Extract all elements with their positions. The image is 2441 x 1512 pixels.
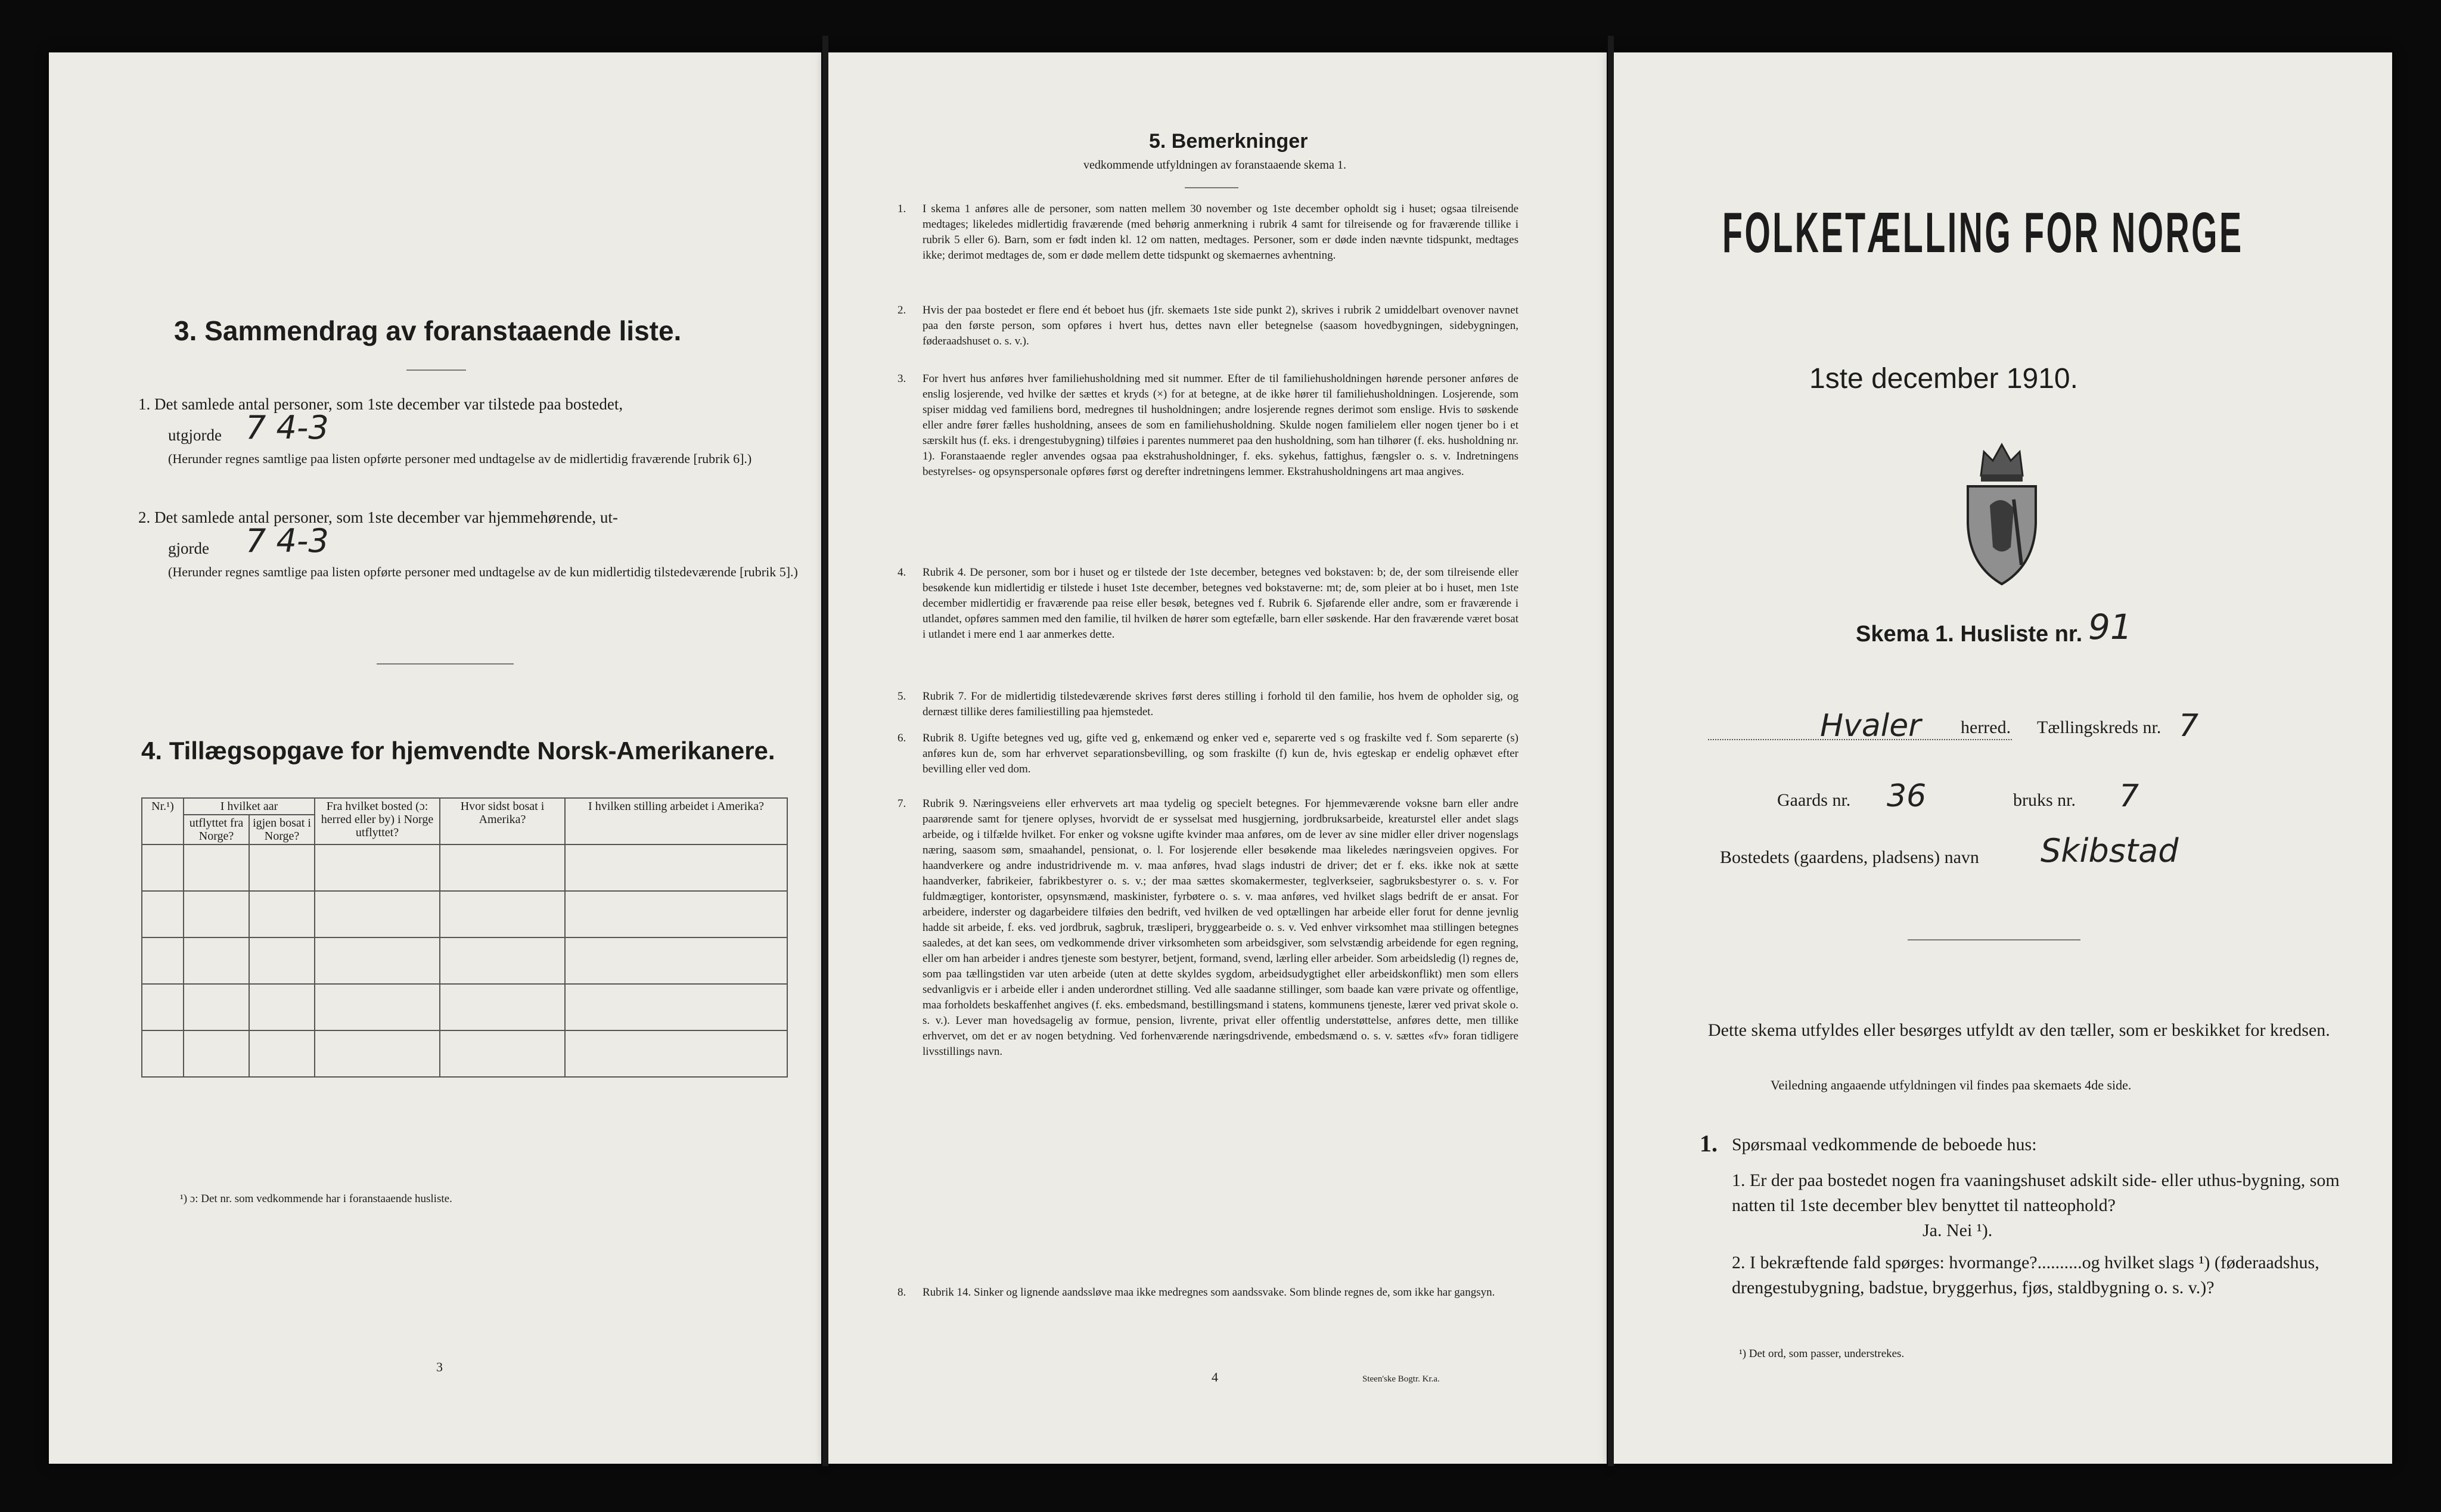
schema-label: Skema 1. Husliste nr. [1856, 622, 2083, 647]
divider [1185, 187, 1238, 188]
remark-2: 2. Hvis der paa bostedet er flere end ét beboet hus (jfr. skemaets 1ste side punkt 2), skrives i rubrik 2 umiddelbart ovenover navnet paa den første person, som opføres i hvert hus, dettes navn eller betegnelse (saasom hovedbygningen, sidebygningen, føderaadshuset o. s. v.). [897, 304, 1518, 347]
item-1-value: 7 4-3 [246, 409, 329, 446]
remark-3: 3. For hvert hus anføres hver familiehusholdning med sit nummer. Efter de til familiehusholdningen hørende personer anføres de enslig losjerende, ved hvilke der sættes et kryds (×) for at betegne, at de ikke hører til familiehusholdningen. Losjerende, som spiser middag ved familiens bord, medregnes til husholdningen; andre losjerende regnes derimot som enslige. Hvis to søskende eller andre fører fælles husholdning, ansees de som en familiehusholdning. Skulde nogen familielem eller nogen tjener bo i et særskilt hus (f. eks. i drengestubygning) tilføies i parentes nummeret paa den husholdning, som han tilhører (f. eks. husholdning nr. 1). Foranstaaende regler anvendes ogsaa paa ekstrahusholdninger, f. eks. sykehus, fattighus, fængsler o. s. v. Indretningens bestyrelses- og opsynspersonale opføres først og derefter indretningens lemmer. Ekstrahusholdningens art maa angives. [897, 372, 1518, 478]
section-5-title: 5. Bemerkninger [1149, 130, 1308, 153]
husliste-number: 91 [2088, 607, 2132, 647]
item-1-note: (Herunder regnes samtlige paa listen opførte personer med undtagelse av de midlertidig fraværende [rubrik 6].) [168, 451, 752, 466]
q-heading: Spørsmaal vedkommende de beboede hus: [1732, 1135, 2037, 1154]
question-1: 1. Er der paa bostedet nogen fra vaaningshuset adskilt side- eller uthus-bygning, som natten til 1ste december blev benyttet til natteophold? [1732, 1171, 2340, 1215]
section-3-title: 3. Sammendrag av foranstaaende liste. [174, 315, 682, 346]
coat-of-arms-icon [1957, 434, 2046, 589]
gaards-value: 36 [1887, 778, 1927, 814]
gaards-label: Gaards nr. [1777, 790, 1851, 810]
bosted-label: Bostedets (gaardens, pladsens) navn [1720, 847, 1979, 867]
col-year-group: I hvilket aar [184, 798, 315, 815]
page-number: 3 [436, 1359, 443, 1374]
herred-label: herred. [1961, 718, 2011, 737]
remark-1: 1. I skema 1 anføres alle de personer, som natten mellem 30 november og 1ste december opholdt sig i huset; ogsaa tilreisende medtages; likeledes midlertidig fraværende (med behørig anmerkning i rubrik 4 samt for tilreisende og for fraværende tillike i rubrik 5 eller 6). Barn, som er født inden kl. 12 om natten, medtages. Personer, som er døde inden nævnte tidspunkt, medtages ikke; derimot medtages de, som er døde mellem dette tidspunkt og skemaernes avhentning. [897, 203, 1518, 262]
item-2-text: 2. Det samlede antal personer, som 1ste december var hjemmehørende, ut- [138, 508, 618, 526]
form-date: 1ste december 1910. [1809, 363, 2078, 395]
table-row [142, 845, 787, 891]
bosted-value: Skibstad [2041, 832, 2179, 870]
remark-8: 8. Rubrik 14. Sinker og lignende aandssløve maa ikke medregnes som aandssvake. Som blinde regnes de, som ikke har gangsyn. [897, 1286, 1495, 1299]
bruks-label: bruks nr. [2013, 790, 2076, 810]
bruks-value: 7 [2119, 778, 2139, 814]
page-3-summary [49, 52, 821, 1464]
section-5-subtitle: vedkommende utfyldningen av foranstaaende skema 1. [1083, 159, 1346, 172]
page-1-cover [1613, 52, 2392, 1464]
divider [1908, 939, 2080, 940]
page-gutter [822, 36, 828, 1466]
table-footnote: ¹) ɔ: Det nr. som vedkommende har i foranstaaende husliste. [180, 1193, 452, 1205]
remark-4: 4. Rubrik 4. De personer, som bor i huset og er tilstede der 1ste december, betegnes ved bokstaven: b; de, der som tilreisende eller besøkende kun midlertidig er tilstede i huset 1ste december, betegnes ved bokstaverne: mt; de, som pleier at bo i huset, men 1ste december midlertidig er fraværende paa reise eller besøk, betegnes ved f. Rubrik 6. Sjøfarende eller andre, som er fraværende i utlandet, opføres sammen med den familie, til hvilken de hører som egtefælle, barn eller søskende. Har den fraværende været bosat i utlandet i mere end 1 aar anmerkes dette. [897, 566, 1518, 641]
section-4-title: 4. Tillægsopgave for hjemvendte Norsk-Amerikanere. [141, 737, 775, 765]
kreds-label: Tællingskreds nr. [2037, 718, 2162, 737]
page-number: 4 [1212, 1370, 1218, 1384]
remark-7: 7. Rubrik 9. Næringsveiens eller erhvervets art maa tydelig og specielt betegnes. For hjemmeværende voksne barn eller andre paarørende samt for tjenere oplyses, hvorvidt de er sysselsat med husgjerning, jordbruksarbeide, kreaturstel eller andet slags arbeide, og i tilfælde hvilket. For enker og voksne ugifte kvinder maa anføres, om de lever av sine midler eller driver nogenslags næring, saasom søm, smaahandel, pensionat, o. l. For losjerende eller besøkende maa likeledes næringsveien opgives. For haandverkere og andre industridrivende m. v. maa anføres, hvad slags industri de driver; det er f. eks. ikke nok at sætte haandverker, fabrikeier, fabrikbestyrer o. s. v.; der maa sættes skomakermester, teglverkseier, sagbruksbestyrer o. s. v. For fuldmægtiger, kontorister, opsynsmænd, maskinister, fyrbøtere o. s. v. maa anføres, ved hvilket slags bedrift de er ansat. For arbeidere, inderster og dagarbeidere tilføies den bedrift, ved hvilken de ved optællingen har arbeide eller forut for denne jevnlig hadde sit arbeide, f. eks. ved jordbruk, sagbruk, træsliperi, bryggearbeide o. s. v. Ved enhver virksomhet maa stillingen betegnes saaledes, at det kan sees, om vedkommende driver virksomheten som arbeidsgiver, som selvstændig arbeidende for egen regning, eller om han arbeider i andres tjeneste som bestyrer, betjent, formand, svend, lærling eller arbeider. Som arbeidsledig (l) regnes de, som paa tællingstiden var uten arbeide (uten at dette skyldes sygdom, arbeidsudygtighet eller arbeidskonflikt) men som ellers sedvanligvis er i arbeide eller i anden underordnet stilling. Ved alle saadanne stillinger, som baade kan være private og offentlige, maa forholdets beskaffenhet angives (f. eks. embedsmand, bestillingsmand i statens, kommunens tjeneste, lærer ved privat skole o. s. v.). Lever man hovedsagelig av formue, pension, livrente, privat eller offentlig understøttelse, anføres dette, men tillike erhvervet, om det er av nogen betydning. Ved forhenværende næringsdrivende, embedsmænd o. s. v. sættes «fv» foran tidligere livsstillings navn. [897, 797, 1518, 1058]
printer-mark: Steen'ske Bogtr. Kr.a. [1362, 1374, 1440, 1384]
remark-6: 6. Rubrik 8. Ugifte betegnes ved ug, gifte ved g, enkemænd og enker ved e, separerte ved s og fraskilte ved f. Som separerte (s) anføres kun de, som har erhvervet separationsbevilling, og som fraskilte (f) kun de, hvis egteskap er endelig ophævet efter bevilling eller ved dom. [897, 732, 1518, 775]
col-bosat: igjen bosat i Norge? [249, 815, 315, 845]
col-utflyttet: utflyttet fra Norge? [184, 815, 249, 845]
item-1-label: utgjorde [168, 426, 222, 444]
item-1-text: 1. Det samlede antal personer, som 1ste december var tilstede paa bostedet, [138, 395, 623, 413]
q-heading-number: 1. [1700, 1130, 1718, 1157]
table-row [142, 1030, 787, 1077]
table-row [142, 891, 787, 937]
col-stilling: I hvilken stilling arbeidet i Amerika? [565, 798, 787, 845]
remark-5: 5. Rubrik 7. For de midlertidig tilstedeværende skrives først deres stilling i forhold til den familie, hos hvem de opholder sig, og dernæst tillike deres familiestilling paa hjemstedet. [897, 690, 1518, 718]
col-nr: Nr.¹) [142, 798, 184, 845]
question-1-answer: Ja. Nei ¹). [1923, 1221, 1993, 1240]
herred-value: Hvaler [1820, 708, 1921, 744]
page-4-remarks [827, 52, 1607, 1464]
footnote: ¹) Det ord, som passer, understrekes. [1739, 1348, 1905, 1360]
norsk-amerikanere-table [141, 797, 788, 1078]
divider [377, 663, 514, 665]
item-2-note: (Herunder regnes samtlige paa listen opførte personer med undtagelse av de kun midlertidig tilstedeværende [rubrik 5].) [168, 564, 798, 579]
kreds-value: 7 [2179, 708, 2199, 744]
col-amerika: Hvor sidst bosat i Amerika? [440, 798, 565, 845]
instruction: Dette skema utfyldes eller besørges utfyldt av den tæller, som er beskikket for kredsen. [1708, 1020, 2330, 1040]
item-2-label: gjorde [168, 539, 209, 557]
table-row [142, 984, 787, 1030]
form-title: FOLKETÆLLING FOR NORGE [1722, 201, 2244, 265]
question-2: 2. I bekræftende fald spørges: hvormange?..........og hvilket slags ¹) (føderaadshus, drengestubygning, badstue, bryggerhus, fjøs, staldbygning o. s. v.)? [1732, 1253, 2319, 1297]
instruction-small: Veiledning angaaende utfyldningen vil findes paa skemaets 4de side. [1771, 1078, 2132, 1092]
col-bosted: Fra hvilket bosted (ɔ: herred eller by) i Norge utflyttet? [315, 798, 440, 845]
item-2-value: 7 4-3 [246, 522, 329, 560]
page-gutter [1608, 36, 1614, 1466]
divider [406, 370, 466, 371]
table-row [142, 937, 787, 984]
